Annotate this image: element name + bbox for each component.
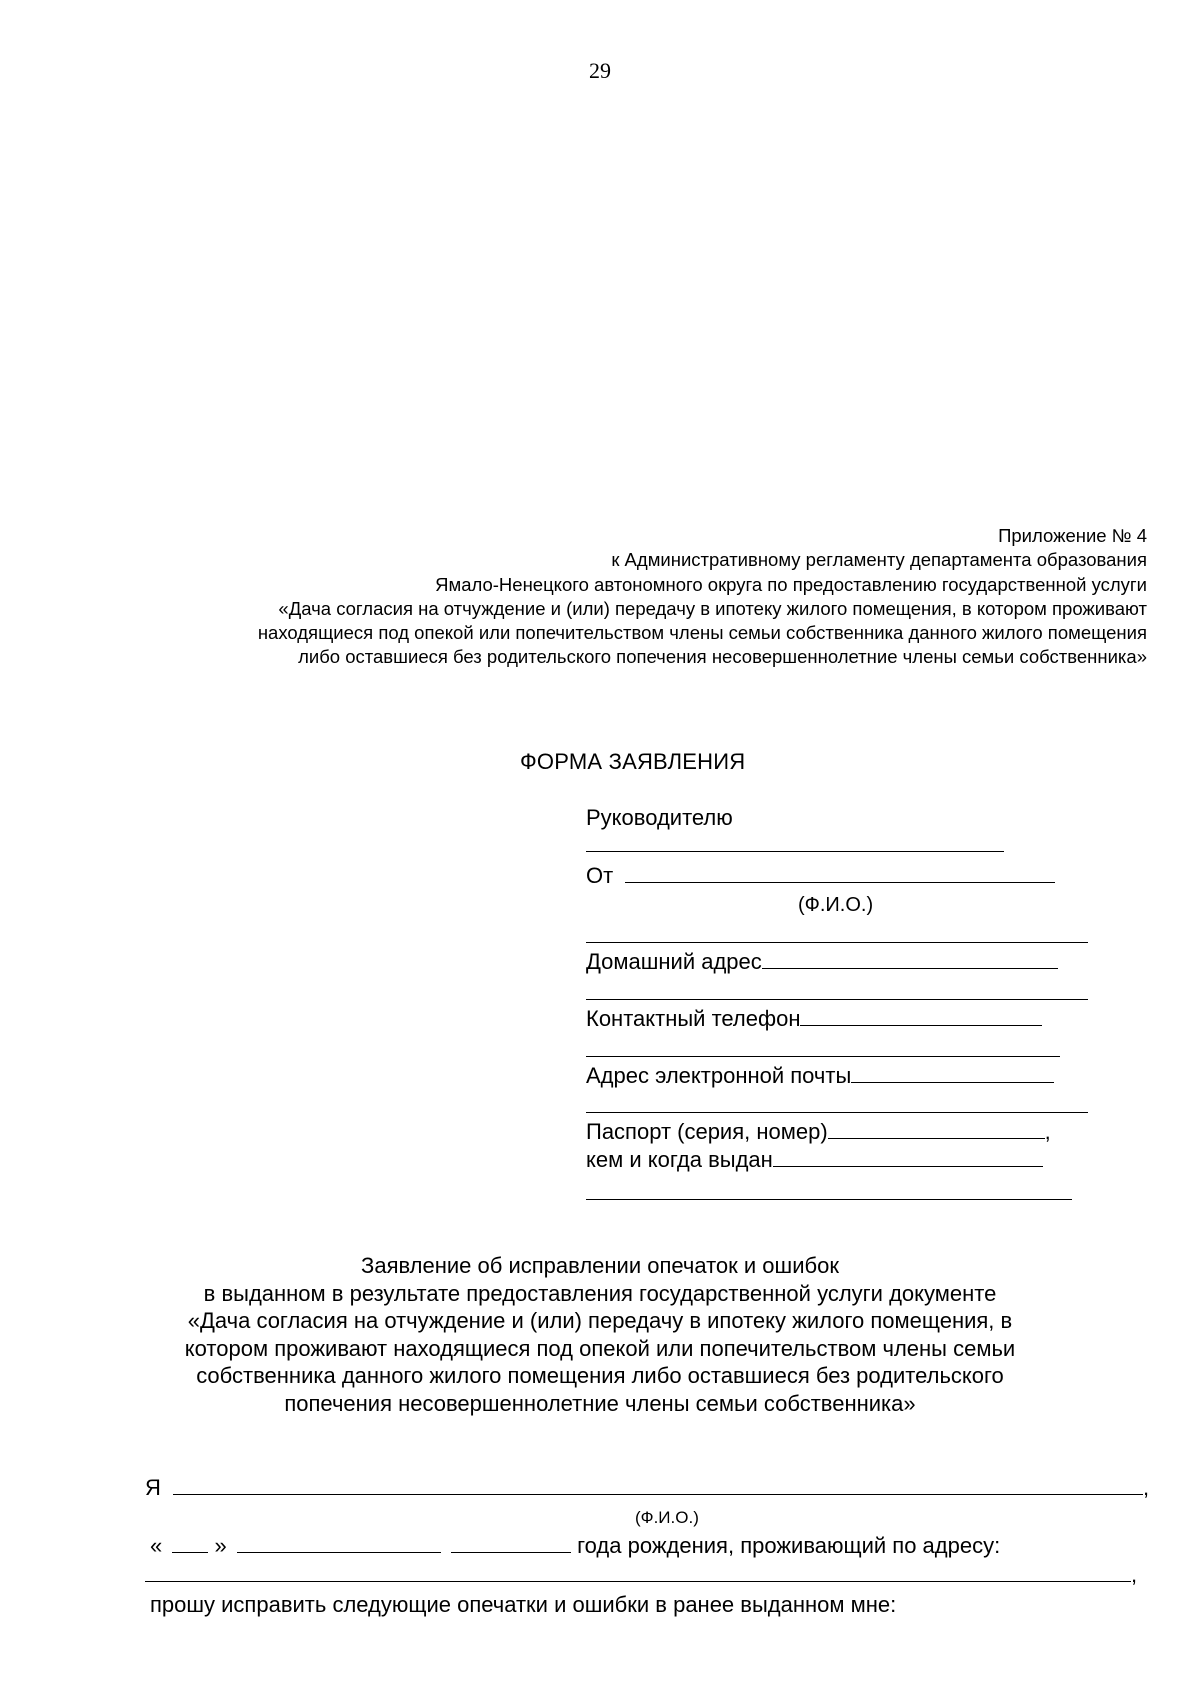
- home-address-line-2[interactable]: [586, 998, 1088, 1000]
- issued-line-2[interactable]: [586, 1198, 1072, 1200]
- statement-title-line: Заявление об исправлении опечаток и ошибок: [361, 1253, 839, 1278]
- statement-title-line: в выданном в результате предоставления государственной услуги документе: [203, 1280, 997, 1306]
- issued-label: кем и когда выдан: [586, 1147, 773, 1172]
- quote-close: »: [214, 1533, 227, 1558]
- statement-title-line: попечения несовершеннолетние члены семьи собственника»: [284, 1390, 916, 1416]
- applicant-fio-line[interactable]: [173, 1493, 1143, 1495]
- email-line[interactable]: [851, 1081, 1054, 1083]
- annex-line: находящиеся под опекой или попечительством члены семьи собственника данного жилого помещения: [257, 622, 1147, 644]
- applicant-fio-hint: (Ф.И.О.): [635, 1508, 699, 1527]
- passport-line[interactable]: [828, 1137, 1045, 1139]
- recipient-to-label: Руководителю: [586, 805, 733, 830]
- quote-open: «: [150, 1533, 163, 1558]
- birth-text: года рождения, проживающий по адресу:: [577, 1533, 1001, 1558]
- page-number: 29: [589, 58, 611, 83]
- annex-line: либо оставшиеся без родительского попечения несовершеннолетние члены семьи собственника»: [298, 646, 1147, 668]
- issued-line[interactable]: [773, 1165, 1043, 1167]
- email-line-2[interactable]: [586, 1111, 1088, 1113]
- annex-line: к Административному регламенту департамента образования: [611, 549, 1147, 571]
- statement-title-line: «Дача согласия на отчуждение и (или) передачу в ипотеку жилого помещения, в: [187, 1308, 1013, 1333]
- annex-line: Ямало-Ненецкого автономного округа по предоставлению государственной услуги: [435, 573, 1147, 595]
- home-address-label: Домашний адрес: [586, 949, 762, 974]
- home-address-line[interactable]: [762, 967, 1058, 969]
- statement-title-line: котором проживают находящиеся под опекой или попечительством члены семьи: [184, 1335, 1016, 1361]
- residence-address-line[interactable]: [145, 1580, 1131, 1582]
- phone-line-2[interactable]: [586, 1055, 1060, 1057]
- passport-label: Паспорт (серия, номер): [586, 1119, 828, 1144]
- address-comma: ,: [1131, 1562, 1138, 1587]
- annex-header: [147, 524, 1147, 670]
- birth-month-line[interactable]: [237, 1551, 441, 1553]
- passport-comma: ,: [1044, 1119, 1051, 1144]
- form-title: ФОРМА ЗАЯВЛЕНИЯ: [520, 749, 746, 774]
- annex-line: Приложение № 4: [998, 525, 1147, 546]
- from-extra-line[interactable]: [586, 941, 1088, 943]
- annex-line: «Дача согласия на отчуждение и (или) передачу в ипотеку жилого помещения, в котором проживают: [278, 597, 1147, 619]
- statement-title: [0, 1252, 1200, 1417]
- phone-line[interactable]: [800, 1024, 1042, 1026]
- birth-year-line[interactable]: [451, 1551, 571, 1553]
- email-label: Адрес электронной почты: [586, 1063, 852, 1088]
- fio-hint: (Ф.И.О.): [798, 894, 874, 916]
- birth-day-line[interactable]: [172, 1551, 208, 1553]
- i-comma: ,: [1143, 1475, 1150, 1500]
- statement-title-line: собственника данного жилого помещения либо оставшиеся без родительского: [196, 1363, 1004, 1388]
- recipient-name-line[interactable]: [586, 850, 1004, 852]
- from-label: От: [586, 863, 614, 888]
- request-text: прошу исправить следующие опечатки и ошибки в ранее выданном мне:: [150, 1592, 897, 1617]
- from-fio-line[interactable]: [625, 881, 1055, 883]
- i-label: Я: [145, 1475, 161, 1500]
- phone-label: Контактный телефон: [586, 1006, 801, 1031]
